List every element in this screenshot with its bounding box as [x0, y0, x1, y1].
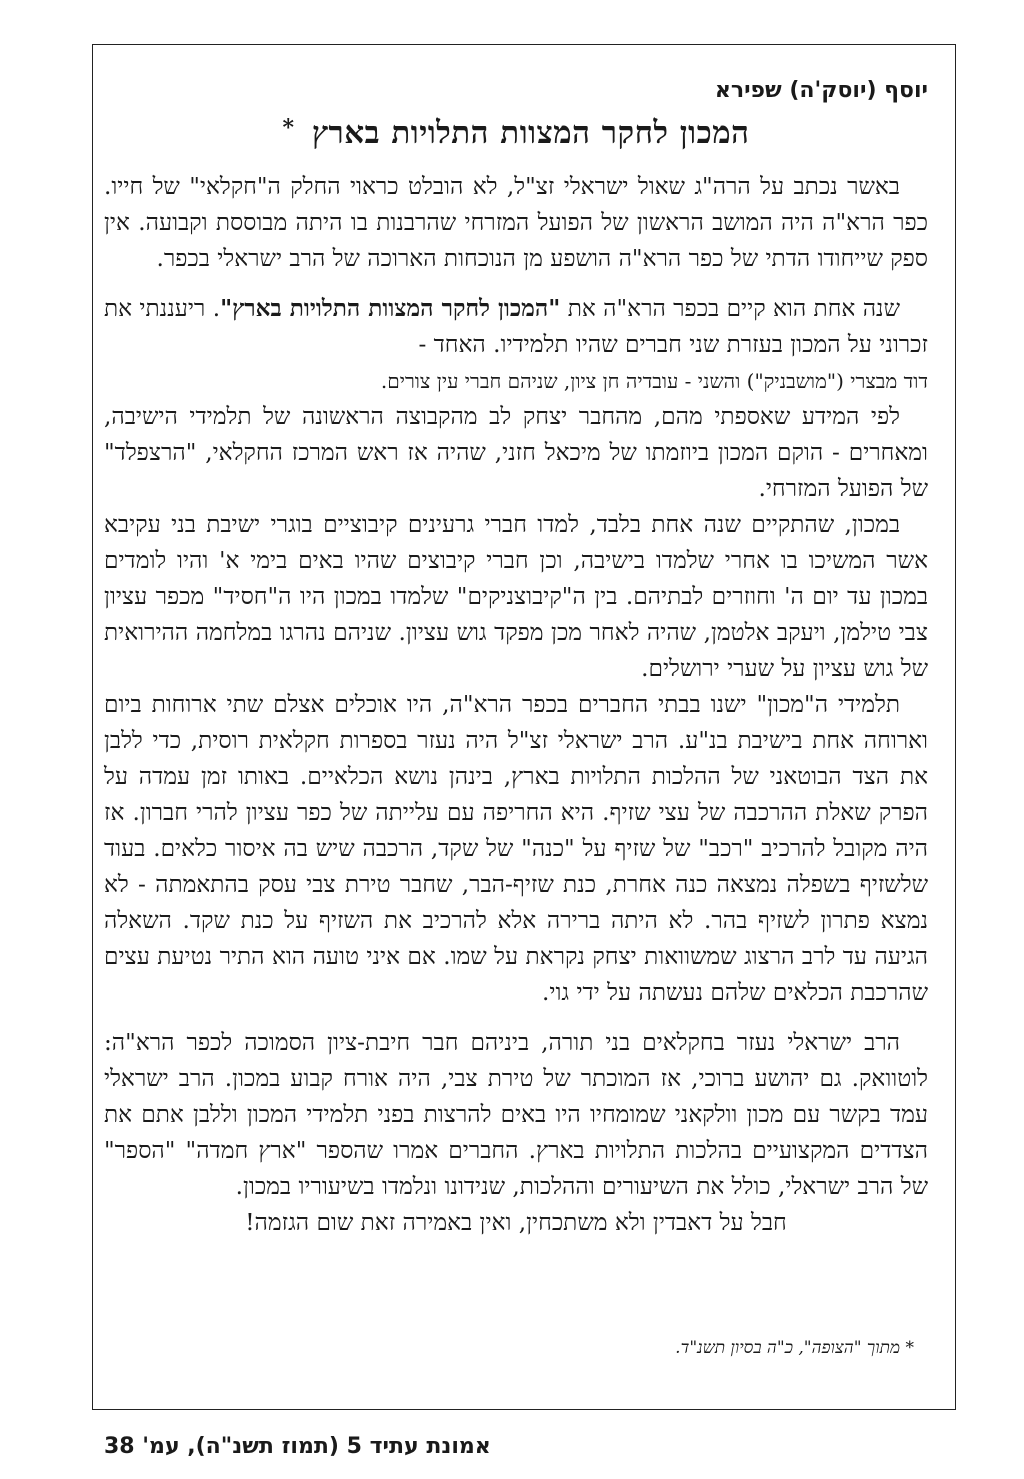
paragraph-6: הרב ישראלי נעזר בחקלאים בני תורה, ביניהם חבר חיבת-ציון הסמוכה לכפר הרא"ה: לוטוואק. גם יהושע ברוכי, אז המוכתר של טירת צבי, היה אורח קבוע במכון. הרב ישראלי עמד בקשר עם מכון וולקאני שמומחיו היו באים להרצות בפני תלמידי המכון וללבן אתם את הצדדים המקצועיים בהלכות התלויות בארץ. החברים אמרו שהספר "ארץ חמדה" "הספר" של הרב ישראלי, כולל את השיעורים וההלכות, שנידונו ונלמדו בשיעוריו במכון.: [104, 1029, 928, 1200]
article-title: [104, 115, 928, 151]
article-content: [104, 78, 928, 1241]
page-footer: אמונת עתיד 5 (תמוז תשנ"ה), עמ' 38: [104, 1434, 491, 1459]
institute-name-bold: "המכון לחקר המצוות התלויות בארץ": [220, 295, 561, 322]
closing-line: חבל על דאבדין ולא משתכחין, ואין באמירה זאת שום הגזמה!: [245, 1209, 787, 1236]
paragraph-5: תלמידי ה"מכון" ישנו בבתי החברים בכפר הרא"ה, היו אוכלים אצלם שתי ארוחות ביום וארוחה אחת בישיבת בנ"ע. הרב ישראלי זצ"ל היה נעזר בספרות חקלאית רוסית, כדי ללבן את הצד הבוטאני של ההלכות התלויות בארץ, בינהן נושא הכלאיים. באותו זמן עמדה על הפרק שאלת ההרכבה של עצי שזיף. היא החריפה עם עלייתה של כפר עציון להרי חברון. אז היה מקובל להרכיב "רכב" של שזיף על "כנה" של שקד, הרכבה שיש בה איסור כלאים. בעוד שלשזיף בשפלה נמצאה כנה אחרת, כנת שזיף-הבר, שחבר טירת צבי עסק בהתאמתה - לא נמצא פתרון לשזיף בהר. לא היתה ברירה אלא להרכיב את השזיף על כנת שקד. השאלה הגיעה עד לרב הרצוג שמשוואות יצחק נקראת על שמו. אם איני טועה הוא התיר נטיעת עצים שהרכבת הכלאים שלהם נעשתה על ידי גוי.: [104, 691, 928, 1006]
paragraph-2-start: שנה אחת הוא קיים בכפר הרא"ה את: [567, 295, 900, 322]
paragraph-2-rest: . ריעננתי את זכרוני על המכון בעזרת שני חברים שהיו תלמידיו. האחד -: [104, 295, 928, 358]
author-name: יוסף (יוסק'ה) שפירא: [714, 78, 928, 103]
paragraph-2: [104, 291, 928, 363]
title-text: המכון לחקר המצוות התלויות בארץ: [311, 115, 750, 151]
paragraph-3: לפי המידע שאספתי מהם, מהחבר יצחק לב מהקבוצה הראשונה של תלמידי הישיבה, ומאחרים - הוקם המכון ביוזמתו של מיכאל חזני, שהיה אז ראש המרכז החקלאי, "הרצפלד" של הפועל המזרחי.: [104, 403, 928, 502]
footnote: * מתוך "הצופה", כ"ה בסיון תשנ"ד.: [675, 1338, 914, 1358]
title-footnote-mark: *: [282, 115, 295, 141]
paragraph-4: במכון, שהתקיים שנה אחת בלבד, למדו חברי גרעינים קיבוציים בוגרי ישיבת בני עקיבא אשר המשיכו בו אחרי שלמדו בישיבה, וכן חברי קיבוצים שהיו באים בימי א' והיו לומדים במכון עד יום ה' וחוזרים לבתיהם. בין ה"קיבוצניקים" שלמדו במכון היו ה"חסיד" מכפר עציון צבי טילמן, ויעקב אלטמן, שהיה לאחר מכן מפקד גוש עציון. שניהם נהרגו במלחמה ההירואית של גוש עציון על שערי ירושלים.: [104, 511, 928, 682]
paragraph-2-last-line: דוד מבצרי ("מושבניק") והשני - עובדיה חן ציון, שניהם חברי עין צורים.: [380, 369, 928, 393]
paragraph-1: באשר נכתב על הרה"ג שאול ישראלי זצ"ל, לא הובלט כראוי החלק ה"חקלאי" של חייו. כפר הרא"ה היה המושב הראשון של הפועל המזרחי שהרבנות בו היתה מבוססת וקבועה. אין ספק שייחודו הדתי של כפר הרא"ה הושפע מן הנוכחות הארוכה של הרב ישראלי בכפר.: [104, 173, 928, 272]
